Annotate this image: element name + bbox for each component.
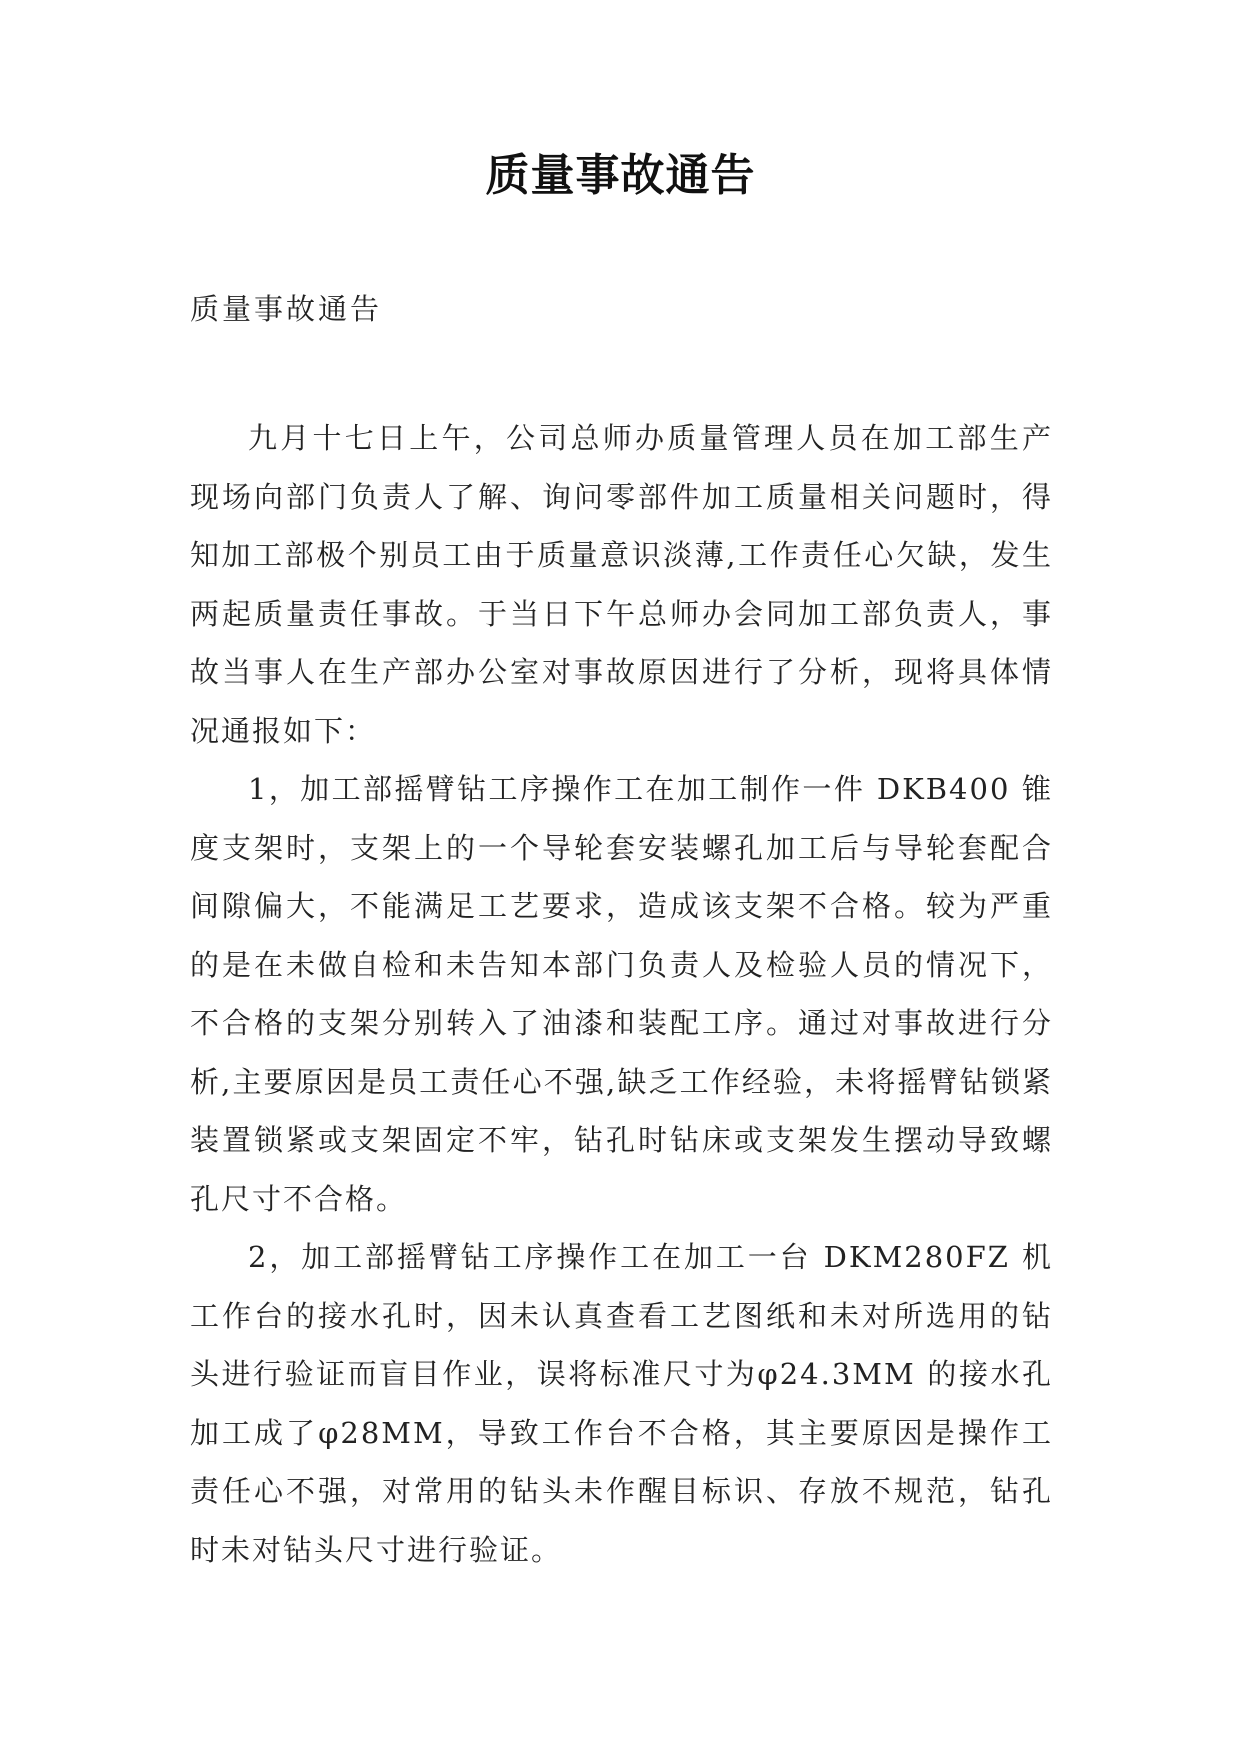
paragraph-item-1: 1，加工部摇臂钻工序操作工在加工制作一件 DKB400 锥度支架时，支架上的一个导轮套安装螺孔加工后与导轮套配合间隙偏大，不能满足工艺要求，造成该支架不合格。较为严重的是在未做自检和未告知本部门负责人及检验人员的情况下，不合格的支架分别转入了油漆和装配工序。通过对事故进行分析,主要原因是员工责任心不强,缺乏工作经验，未将摇臂钻锁紧装置锁紧或支架固定不牢，钻孔时钻床或支架发生摆动导致螺孔尺寸不合格。 (190, 772, 1053, 1216)
paragraph-item-2: 2，加工部摇臂钻工序操作工在加工一台 DKM280FZ 机工作台的接水孔时，因未认真查看工艺图纸和未对所选用的钻头进行验证而盲目作业，误将标准尺寸为φ24.3MM 的接水孔加工成了φ28MM，导致工作台不合格，其主要原因是操作工责任心不强，对常用的钻头未作醒目标识、存放不规范，钻孔时未对钻头尺寸进行验证。 (190, 1240, 1053, 1567)
paragraph-intro: 九月十七日上午，公司总师办质量管理人员在加工部生产现场向部门负责人了解、询问零部件加工质量相关问题时，得知加工部极个别员工由于质量意识淡薄,工作责任心欠缺，发生两起质量责任事故。于当日下午总师办会同加工部负责人，事故当事人在生产部办公室对事故原因进行了分析，现将具体情况通报如下： (190, 421, 1053, 748)
document-subtitle: 质量事故通告 (190, 292, 383, 326)
document-body (190, 409, 1053, 1579)
document-title: 质量事故通告 (485, 150, 756, 201)
